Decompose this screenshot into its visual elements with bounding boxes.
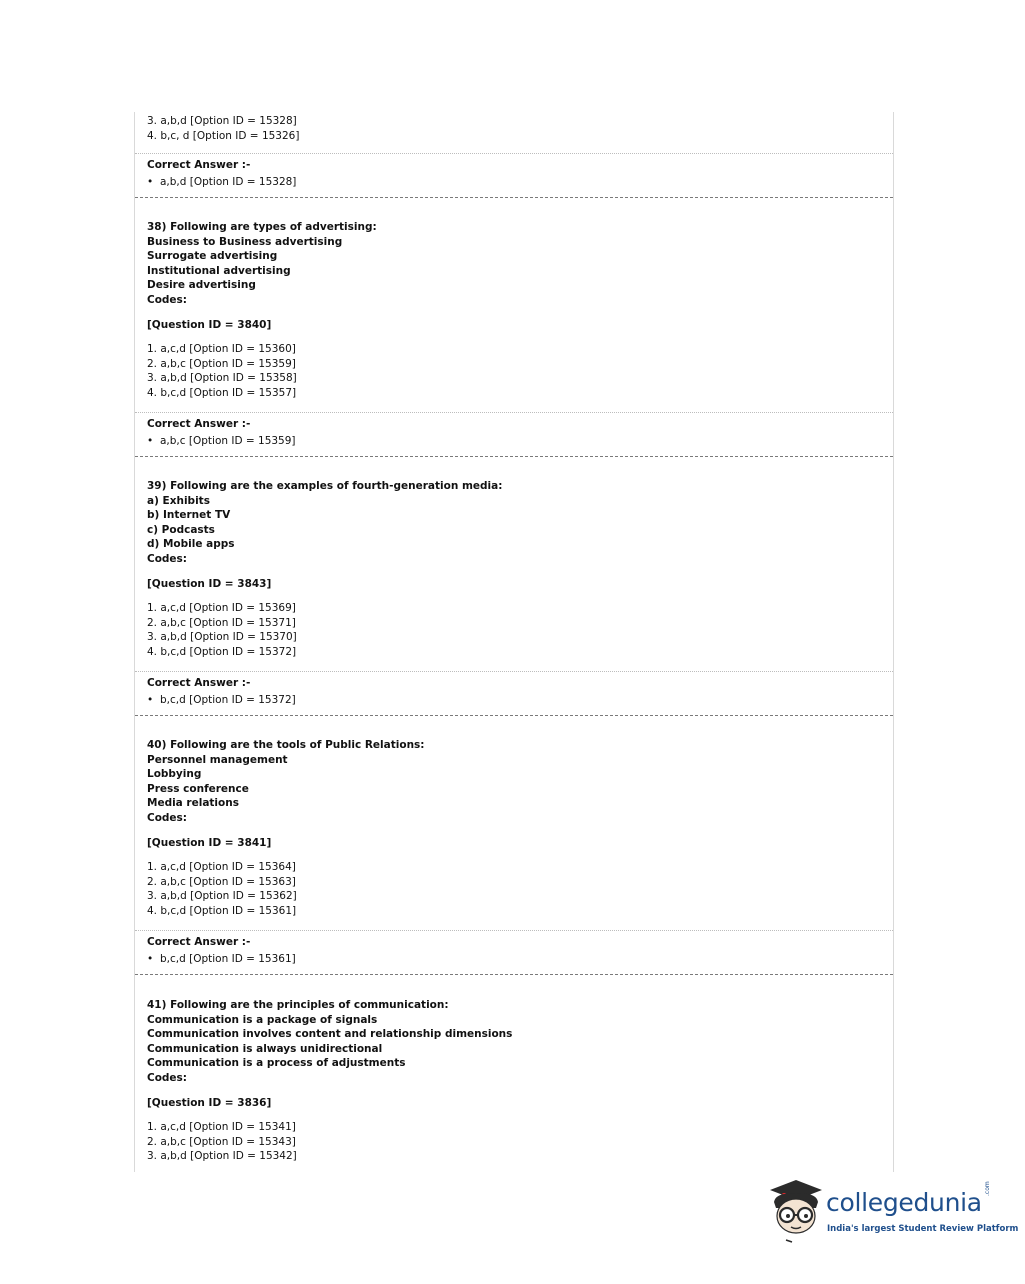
question-41 (147, 998, 512, 1164)
option-line: 4. b,c,d [Option ID = 15357] (147, 386, 297, 399)
option-line: 4. b,c, d [Option ID = 15326] (147, 129, 300, 142)
correct-answer-label: Correct Answer :- (147, 936, 251, 948)
question-title: 40) Following are the tools of Public Relations: (147, 739, 425, 751)
q40-correct-answer (147, 935, 296, 966)
logo-tagline: India's largest Student Review Platform (827, 1224, 1019, 1234)
option-line: 3. a,b,d [Option ID = 15358] (147, 372, 297, 385)
option-line: 3. a,b,d [Option ID = 15328] (147, 115, 297, 127)
question-id: [Question ID = 3841] (147, 836, 272, 849)
codes-label: Codes: (147, 293, 188, 306)
question-id: [Question ID = 3836] (147, 1096, 272, 1109)
correct-answer-value: • a,b,d [Option ID = 15328] (147, 175, 296, 190)
question-item: Communication involves content and relationship dimensions (147, 1028, 513, 1041)
question-item: Desire advertising (147, 279, 256, 292)
logo-wordmark: collegedunia (826, 1188, 982, 1217)
logo-domain: .com (984, 1181, 991, 1196)
option-line: 2. a,b,c [Option ID = 15363] (147, 875, 296, 888)
correct-answer-value: • b,c,d [Option ID = 15361] (147, 952, 296, 967)
question-item: b) Internet TV (147, 509, 231, 522)
question-separator (135, 456, 893, 457)
option-line: 1. a,c,d [Option ID = 15364] (147, 861, 296, 874)
options-list (147, 1120, 512, 1164)
option-line: 1. a,c,d [Option ID = 15369] (147, 602, 296, 615)
question-item: Communication is a package of signals (147, 1013, 378, 1026)
collegedunia-logo (766, 1178, 1019, 1246)
codes-label: Codes: (147, 1071, 188, 1084)
question-title: 41) Following are the principles of communication: (147, 999, 449, 1011)
question-item: Personnel management (147, 753, 288, 766)
question-item: Institutional advertising (147, 264, 291, 277)
question-item: Communication is a process of adjustments (147, 1057, 406, 1070)
divider (135, 412, 893, 413)
divider (135, 930, 893, 931)
question-separator (135, 974, 893, 975)
divider (135, 153, 893, 154)
options-list (147, 860, 425, 918)
options-list (147, 342, 377, 400)
divider (135, 671, 893, 672)
q38-correct-answer (147, 417, 296, 448)
question-39 (147, 479, 502, 660)
correct-answer-label: Correct Answer :- (147, 418, 251, 430)
question-id: [Question ID = 3843] (147, 577, 272, 590)
question-title: 38) Following are types of advertising: (147, 221, 377, 233)
question-sheet (134, 112, 894, 1172)
q37-options (147, 114, 299, 143)
question-item: a) Exhibits (147, 494, 210, 507)
question-item: Press conference (147, 782, 249, 795)
mascot-icon (766, 1178, 826, 1246)
question-item: Media relations (147, 797, 239, 810)
option-line: 3. a,b,d [Option ID = 15370] (147, 631, 297, 644)
option-line: 3. a,b,d [Option ID = 15362] (147, 890, 297, 903)
question-id: [Question ID = 3840] (147, 318, 272, 331)
question-item: Business to Business advertising (147, 235, 343, 248)
question-item: Communication is always unidirectional (147, 1042, 383, 1055)
q39-correct-answer (147, 676, 296, 707)
option-line: 1. a,c,d [Option ID = 15341] (147, 1121, 296, 1134)
option-line: 2. a,b,c [Option ID = 15343] (147, 1135, 296, 1148)
codes-label: Codes: (147, 811, 188, 824)
question-item: d) Mobile apps (147, 538, 235, 551)
question-title: 39) Following are the examples of fourth-generation media: (147, 480, 503, 492)
codes-label: Codes: (147, 552, 188, 565)
question-item: Lobbying (147, 768, 202, 781)
option-line: 1. a,c,d [Option ID = 15360] (147, 343, 296, 356)
q37-correct-answer (147, 158, 296, 189)
question-separator (135, 715, 893, 716)
question-40 (147, 738, 425, 919)
option-line: 4. b,c,d [Option ID = 15361] (147, 904, 297, 917)
correct-answer-label: Correct Answer :- (147, 159, 251, 171)
options-list (147, 601, 502, 659)
option-line: 2. a,b,c [Option ID = 15371] (147, 616, 296, 629)
correct-answer-label: Correct Answer :- (147, 677, 251, 689)
question-item: Surrogate advertising (147, 250, 278, 263)
option-line: 2. a,b,c [Option ID = 15359] (147, 357, 296, 370)
option-line: 4. b,c,d [Option ID = 15372] (147, 645, 297, 658)
question-item: c) Podcasts (147, 523, 215, 536)
question-38 (147, 220, 377, 401)
correct-answer-value: • b,c,d [Option ID = 15372] (147, 693, 296, 708)
correct-answer-value: • a,b,c [Option ID = 15359] (147, 434, 296, 449)
question-separator (135, 197, 893, 198)
option-line: 3. a,b,d [Option ID = 15342] (147, 1150, 297, 1163)
